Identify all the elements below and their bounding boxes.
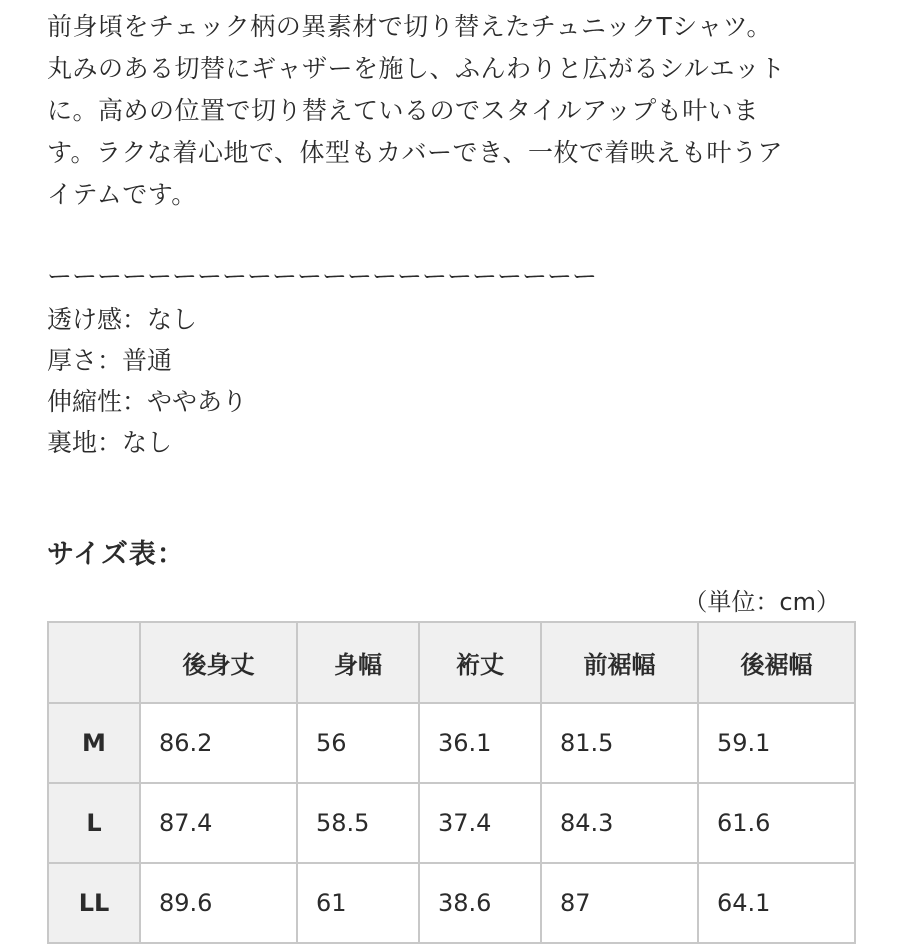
spec-row-transparency	[47, 299, 247, 340]
column-header: 前裾幅	[541, 622, 698, 703]
description-line: す。ラクな着心地で、体型もカバーでき、一枚で着映えも叶うア	[47, 138, 784, 167]
spec-row-thickness	[47, 340, 247, 381]
size-table	[47, 621, 856, 944]
table-row	[48, 703, 855, 783]
table-cell: 87.4	[140, 783, 297, 863]
size-table-heading: サイズ表：	[47, 539, 185, 570]
table-cell: 84.3	[541, 783, 698, 863]
description-line: 前身頃をチェック柄の異素材で切り替えたチュニックTシャツ。	[47, 12, 773, 41]
table-row	[48, 863, 855, 943]
table-cell: 64.1	[698, 863, 855, 943]
product-description	[47, 6, 887, 216]
size-label: L	[48, 783, 140, 863]
table-cell: 56	[297, 703, 419, 783]
description-line: イテムです。	[47, 180, 197, 209]
spec-label: 透け感	[47, 305, 123, 334]
column-header: 後身丈	[140, 622, 297, 703]
spec-label: 裏地	[47, 428, 98, 457]
spec-separator: ：	[122, 305, 148, 334]
spec-label: 厚さ	[47, 346, 98, 375]
spec-label: 伸縮性	[47, 387, 123, 416]
table-header-row	[48, 622, 855, 703]
table-cell: 61	[297, 863, 419, 943]
table-cell: 81.5	[541, 703, 698, 783]
table-cell: 38.6	[419, 863, 541, 943]
corner-cell	[48, 622, 140, 703]
spec-row-lining	[47, 422, 247, 463]
unit-note: （単位：cm）	[683, 588, 840, 616]
spec-value: なし	[122, 428, 173, 457]
column-header: 裄丈	[419, 622, 541, 703]
table-cell: 86.2	[140, 703, 297, 783]
description-line: に。高めの位置で切り替えているのでスタイルアップも叶いま	[47, 96, 759, 125]
table-cell: 58.5	[297, 783, 419, 863]
spec-value: 普通	[122, 346, 173, 375]
table-cell: 87	[541, 863, 698, 943]
table-cell: 37.4	[419, 783, 541, 863]
section-divider: ーーーーーーーーーーーーーーーーーーーーーー	[47, 262, 598, 291]
column-header: 身幅	[297, 622, 419, 703]
spec-separator: ：	[97, 346, 123, 375]
table-cell: 89.6	[140, 863, 297, 943]
table-cell: 59.1	[698, 703, 855, 783]
spec-value: なし	[147, 305, 198, 334]
spec-separator: ：	[122, 387, 148, 416]
spec-separator: ：	[97, 428, 123, 457]
table-row	[48, 783, 855, 863]
spec-row-stretch	[47, 381, 247, 422]
column-header: 後裾幅	[698, 622, 855, 703]
size-label: M	[48, 703, 140, 783]
spec-value: ややあり	[147, 387, 248, 416]
description-line: 丸みのある切替にギャザーを施し、ふんわりと広がるシルエット	[47, 54, 786, 83]
table-cell: 36.1	[419, 703, 541, 783]
table-cell: 61.6	[698, 783, 855, 863]
material-specs	[47, 299, 247, 463]
size-label: LL	[48, 863, 140, 943]
